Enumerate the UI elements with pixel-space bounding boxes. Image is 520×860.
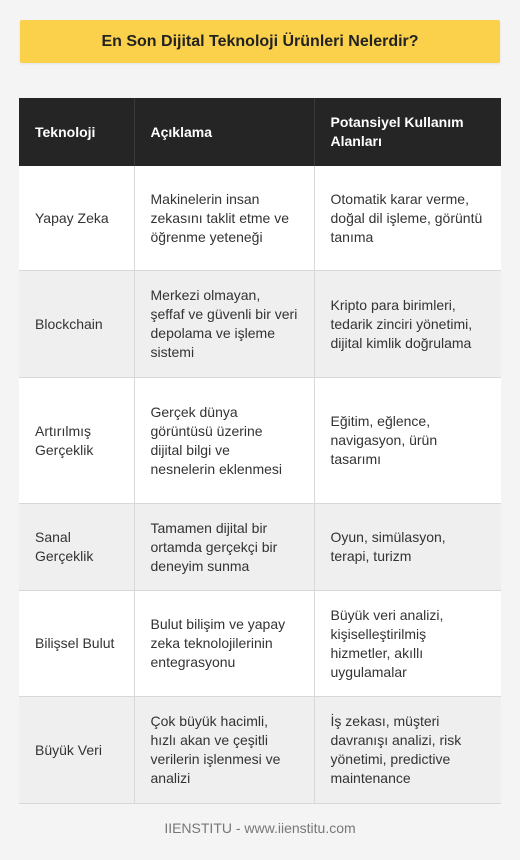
page-title: En Son Dijital Teknoloji Ürünleri Nelerdir? xyxy=(101,32,419,50)
cell-description: Makinelerin insan zekasını taklit etme ve öğrenme yeteneği xyxy=(134,166,314,271)
cell-use-cases: İş zekası, müşteri davranışı analizi, risk yönetimi, predictive maintenance xyxy=(314,697,501,804)
table-header-row xyxy=(19,98,501,166)
cell-use-cases: Eğitim, eğlence, navigasyon, ürün tasarımı xyxy=(314,378,501,504)
cell-technology: Sanal Gerçeklik xyxy=(19,504,134,591)
table-row xyxy=(19,271,501,378)
cell-use-cases: Büyük veri analizi, kişiselleştirilmiş hizmetler, akıllı uygulamalar xyxy=(314,591,501,697)
technology-table xyxy=(19,98,501,804)
cell-technology: Büyük Veri xyxy=(19,697,134,804)
cell-technology: Yapay Zeka xyxy=(19,166,134,271)
cell-description: Gerçek dünya görüntüsü üzerine dijital bilgi ve nesnelerin eklenmesi xyxy=(134,378,314,504)
table-row xyxy=(19,697,501,804)
cell-technology: Bilişsel Bulut xyxy=(19,591,134,697)
cell-use-cases: Kripto para birimleri, tedarik zinciri yönetimi, dijital kimlik doğrulama xyxy=(314,271,501,378)
table-row xyxy=(19,378,501,504)
cell-use-cases: Otomatik karar verme, doğal dil işleme, görüntü tanıma xyxy=(314,166,501,271)
header-aciklama: Açıklama xyxy=(134,98,314,166)
title-banner xyxy=(20,20,500,63)
cell-technology: Artırılmış Gerçeklik xyxy=(19,378,134,504)
header-teknoloji: Teknoloji xyxy=(19,98,134,166)
table-row xyxy=(19,591,501,697)
cell-description: Tamamen dijital bir ortamda gerçekçi bir deneyim sunma xyxy=(134,504,314,591)
header-kullanim-alanlari: Potansiyel Kullanım Alanları xyxy=(314,98,501,166)
cell-technology: Blockchain xyxy=(19,271,134,378)
cell-description: Bulut bilişim ve yapay zeka teknolojilerinin entegrasyonu xyxy=(134,591,314,697)
cell-use-cases: Oyun, simülasyon, terapi, turizm xyxy=(314,504,501,591)
cell-description: Çok büyük hacimli, hızlı akan ve çeşitli verilerin işlenmesi ve analizi xyxy=(134,697,314,804)
cell-description: Merkezi olmayan, şeffaf ve güvenli bir veri depolama ve işleme sistemi xyxy=(134,271,314,378)
table-row xyxy=(19,504,501,591)
table-row xyxy=(19,166,501,271)
footer-credit: IIENSTITU - www.iienstitu.com xyxy=(164,820,356,836)
